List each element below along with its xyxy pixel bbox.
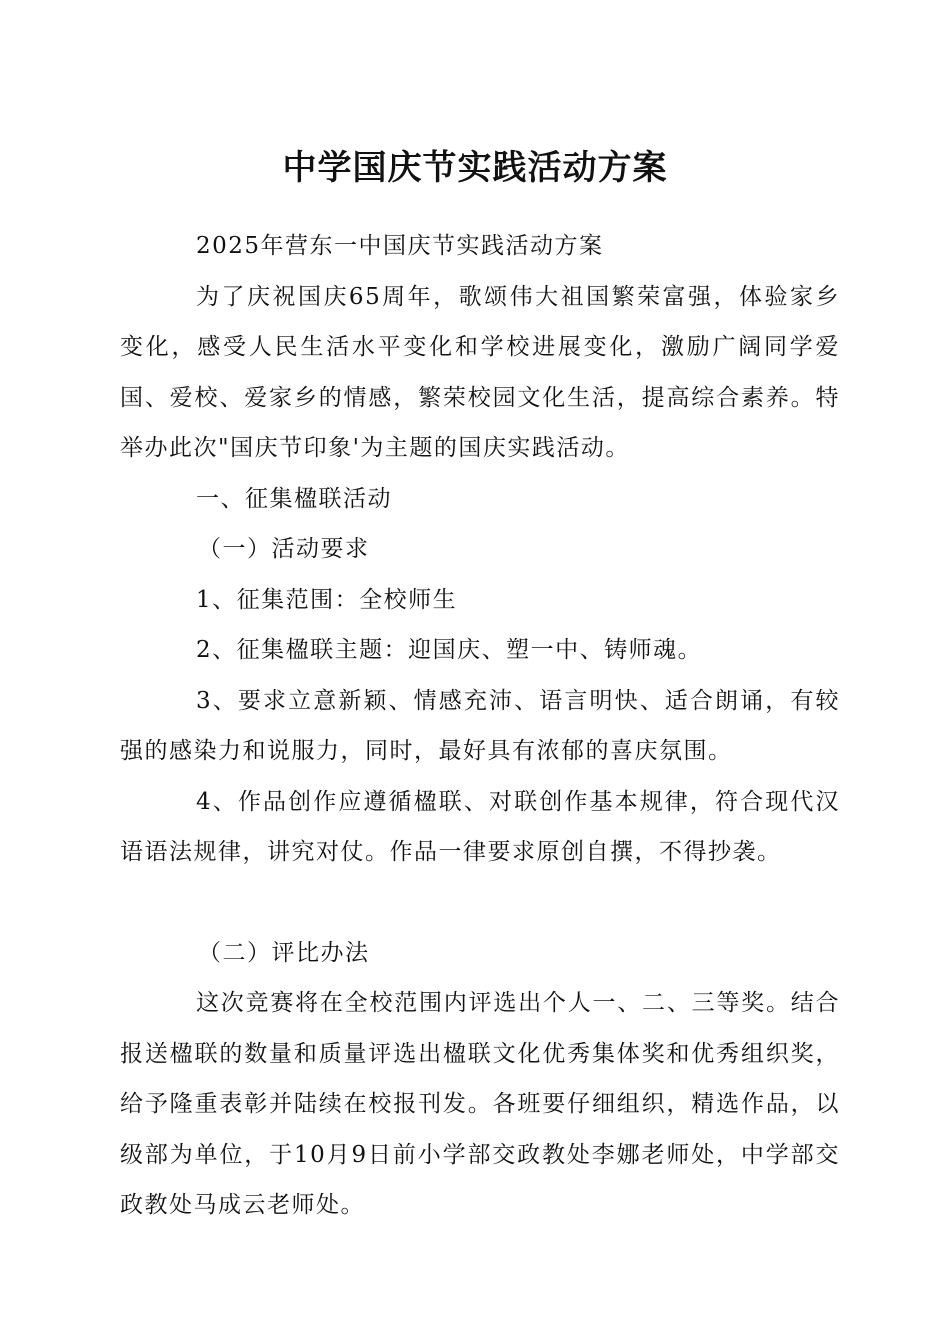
document-body: [120, 221, 840, 1231]
part-2-heading: （二）评比办法: [198, 939, 370, 966]
requirement-item-3: 3、要求立意新颖、情感充沛、语言明快、适合朗诵，有较强的感染力和说服力，同时，最好具有浓郁的喜庆氛围。: [120, 687, 840, 764]
document-subtitle: 2025年营东一中国庆节实践活动方案: [196, 233, 604, 259]
evaluation-paragraph: 这次竞赛将在全校范围内评选出个人一、二、三等奖。结合报送楹联的数量和质量评选出楹联文化优秀集体奖和优秀组织奖，给予隆重表彰并陆续在校报刊发。各班要仔细组织，精选作品，以级部为单位，于10月9日前小学部交政教处李娜老师处，中学部交政教处马成云老师处。: [120, 990, 840, 1218]
document-title: 中学国庆节实践活动方案: [282, 148, 668, 188]
section-1-heading: 一、征集楹联活动: [196, 485, 392, 512]
requirement-item-1: 1、征集范围：全校师生: [196, 586, 458, 613]
requirement-item-2: 2、征集楹联主题：迎国庆、塑一中、铸师魂。: [196, 637, 703, 663]
requirement-item-4: 4、作品创作应遵循楹联、对联创作基本规律，符合现代汉语语法规律，讲究对仗。作品一律要求原创自撰，不得抄袭。: [120, 788, 840, 865]
paragraph-gap: [120, 878, 840, 928]
intro-paragraph: 为了庆祝国庆65周年，歌颂伟大祖国繁荣富强，体验家乡变化，感受人民生活水平变化和学校进展变化，激励广阔同学爱国、爱校、爱家乡的情感，繁荣校园文化生活，提高综合素养。特举办此次"国庆节印象'为主题的国庆实践活动。: [120, 283, 840, 461]
part-1-heading: （一）活动要求: [198, 536, 370, 562]
